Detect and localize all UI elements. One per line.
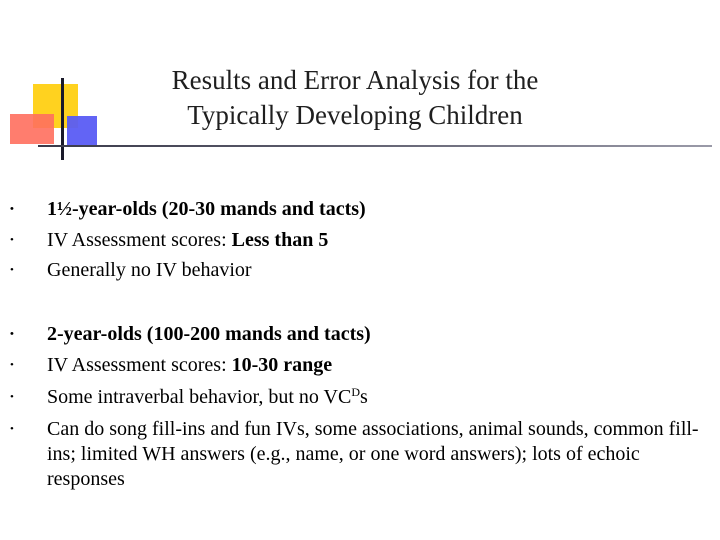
bullet-dot: • bbox=[10, 328, 14, 340]
bullet-text-bold: Less than 5 bbox=[231, 229, 329, 251]
bullet-dot: • bbox=[10, 391, 14, 403]
bullet-dot: • bbox=[10, 423, 14, 435]
bullet-superscript: D bbox=[351, 385, 360, 399]
bullet-text: IV Assessment scores: bbox=[47, 229, 232, 251]
bullet-item bbox=[10, 385, 707, 410]
decorative-red-square bbox=[10, 114, 54, 144]
bullet-text-bold: 10-30 range bbox=[231, 354, 333, 376]
title-divider-line bbox=[38, 145, 712, 147]
decorative-blue-square bbox=[67, 116, 97, 146]
bullet-text: Generally no IV behavior bbox=[47, 259, 252, 281]
slide-title-line1: Results and Error Analysis for the bbox=[171, 65, 539, 95]
bullet-item bbox=[10, 417, 707, 492]
bullet-dot: • bbox=[10, 203, 14, 215]
bullet-text: IV Assessment scores: bbox=[47, 354, 232, 376]
bullet-text: 2-year-olds (100-200 mands and tacts) bbox=[47, 323, 371, 345]
bullet-dot: • bbox=[10, 234, 14, 246]
bullet-text: Can do song fill-ins and fun IVs, some associations, animal sounds, common fill-ins; limited WH answers (e.g., name, or one word answers); lots of echoic responses bbox=[47, 418, 699, 490]
bullet-item bbox=[10, 228, 707, 253]
bullet-dot: • bbox=[10, 359, 14, 371]
bullet-text: 1½-year-olds (20-30 mands and tacts) bbox=[47, 198, 366, 220]
decorative-vertical-line bbox=[61, 78, 64, 160]
bullet-item bbox=[10, 258, 707, 283]
bullet-dot: • bbox=[10, 264, 14, 276]
bullet-text: Some intraverbal behavior, but no VC bbox=[47, 386, 352, 408]
bullet-item bbox=[10, 322, 707, 347]
slide-title bbox=[130, 63, 580, 133]
bullet-item bbox=[10, 353, 707, 378]
slide-title-line2: Typically Developing Children bbox=[187, 100, 523, 130]
bullet-item bbox=[10, 197, 707, 222]
bullet-text-suffix: s bbox=[360, 386, 368, 408]
